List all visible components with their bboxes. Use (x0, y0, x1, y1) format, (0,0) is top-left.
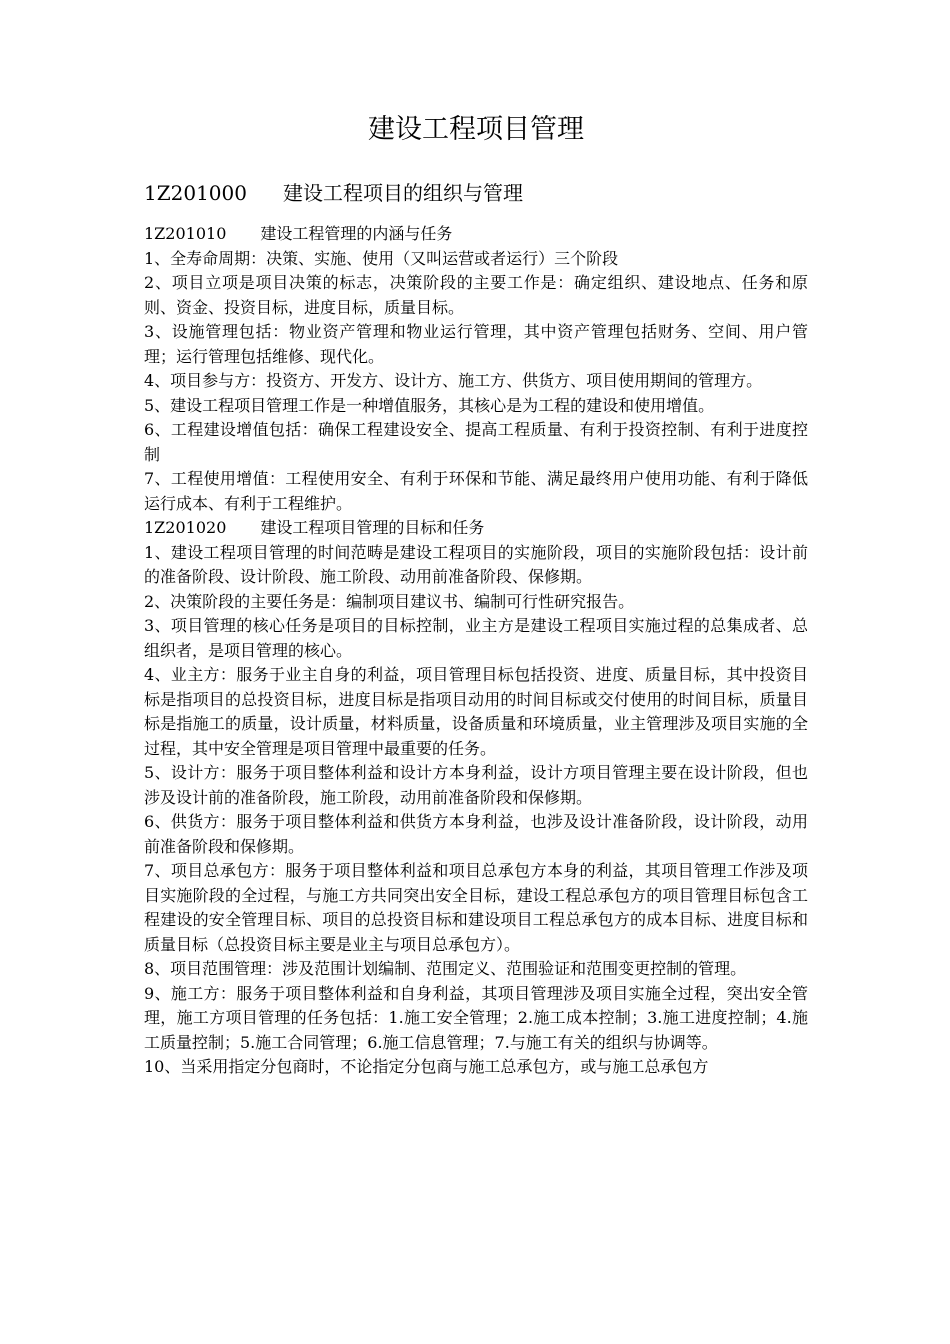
chapter-heading (144, 178, 808, 208)
paragraph: 3、项目管理的核心任务是项目的目标控制，业主方是建设工程项目实施过程的总集成者、总组织者，是项目管理的核心。 (144, 616, 808, 660)
paragraph: 9、施工方：服务于项目整体利益和自身利益，其项目管理涉及项目实施全过程，突出安全管理，施工方项目管理的任务包括：1.施工安全管理；2.施工成本控制；3.施工进度控制；4.施工质量控制；5.施工合同管理；6.施工信息管理；7.与施工有关的组织与协调等。 (144, 983, 808, 1052)
paragraph: 5、建设工程项目管理工作是一种增值服务，其核心是为工程的建设和使用增值。 (144, 395, 715, 415)
paragraph: 4、项目参与方：投资方、开发方、设计方、施工方、供货方、项目使用期间的管理方。 (144, 371, 763, 390)
section-title: 建设工程管理的内涵与任务 (260, 224, 453, 243)
paragraph: 8、项目范围管理：涉及范围计划编制、范围定义、范围验证和范围变更控制的管理。 (144, 959, 747, 978)
paragraph: 6、工程建设增值包括：确保工程建设安全、提高工程质量、有利于投资控制、有利于进度控制 (144, 420, 808, 464)
document-page (144, 110, 808, 1080)
section-code: 1Z201020 (144, 518, 227, 537)
paragraph: 2、项目立项是项目决策的标志，决策阶段的主要工作是：确定组织、建设地点、任务和原则、资金、投资目标，进度目标，质量目标。 (144, 273, 808, 317)
section-heading (144, 516, 808, 541)
paragraph: 6、供货方：服务于项目整体利益和供货方本身利益，也涉及设计准备阶段，设计阶段，动用前准备阶段和保修期。 (144, 812, 808, 856)
paragraph: 10、当采用指定分包商时，不论指定分包商与施工总承包方，或与施工总承包方 (144, 1057, 709, 1076)
paragraph: 3、设施管理包括：物业资产管理和物业运行管理，其中资产管理包括财务、空间、用户管理；运行管理包括维修、现代化。 (144, 322, 808, 366)
paragraph: 7、工程使用增值：工程使用安全、有利于环保和节能、满足最终用户使用功能、有利于降低运行成本、有利于工程维护。 (144, 469, 808, 513)
chapter-title: 建设工程项目的组织与管理 (282, 181, 523, 205)
paragraph: 1、全寿命周期：决策、实施、使用（又叫运营或者运行）三个阶段 (144, 248, 619, 268)
paragraph: 4、业主方：服务于业主自身的利益，项目管理目标包括投资、进度、质量目标，其中投资目标是指项目的总投资目标，进度目标是指项目动用的时间目标或交付使用的时间目标，质量目标是指施工的质量，设计质量，材料质量，设备质量和环境质量，业主管理涉及项目实施的全过程，其中安全管理是项目管理中最重要的任务。 (144, 665, 808, 758)
section-title: 建设工程项目管理的目标和任务 (260, 518, 485, 537)
chapter-code: 1Z201000 (144, 181, 247, 205)
paragraph: 2、决策阶段的主要任务是：编制项目建议书、编制可行性研究报告。 (144, 591, 635, 611)
section-code: 1Z201010 (144, 224, 227, 243)
paragraph: 7、项目总承包方：服务于项目整体利益和项目总承包方本身的利益，其项目管理工作涉及项目实施阶段的全过程，与施工方共同突出安全目标，建设工程总承包方的项目管理目标包含工程建设的安全管理目标、项目的总投资目标和建设项目工程总承包方的成本目标、进度目标和质量目标（总投资目标主要是业主与项目总承包方）。 (144, 861, 808, 954)
section-heading (144, 222, 808, 247)
document-title: 建设工程项目管理 (368, 114, 584, 145)
paragraph: 1、建设工程项目管理的时间范畴是建设工程项目的实施阶段，项目的实施阶段包括：设计前的准备阶段、设计阶段、施工阶段、动用前准备阶段、保修期。 (144, 542, 808, 586)
paragraph: 5、设计方：服务于项目整体利益和设计方本身利益，设计方项目管理主要在设计阶段，但也涉及设计前的准备阶段，施工阶段，动用前准备阶段和保修期。 (144, 763, 808, 807)
